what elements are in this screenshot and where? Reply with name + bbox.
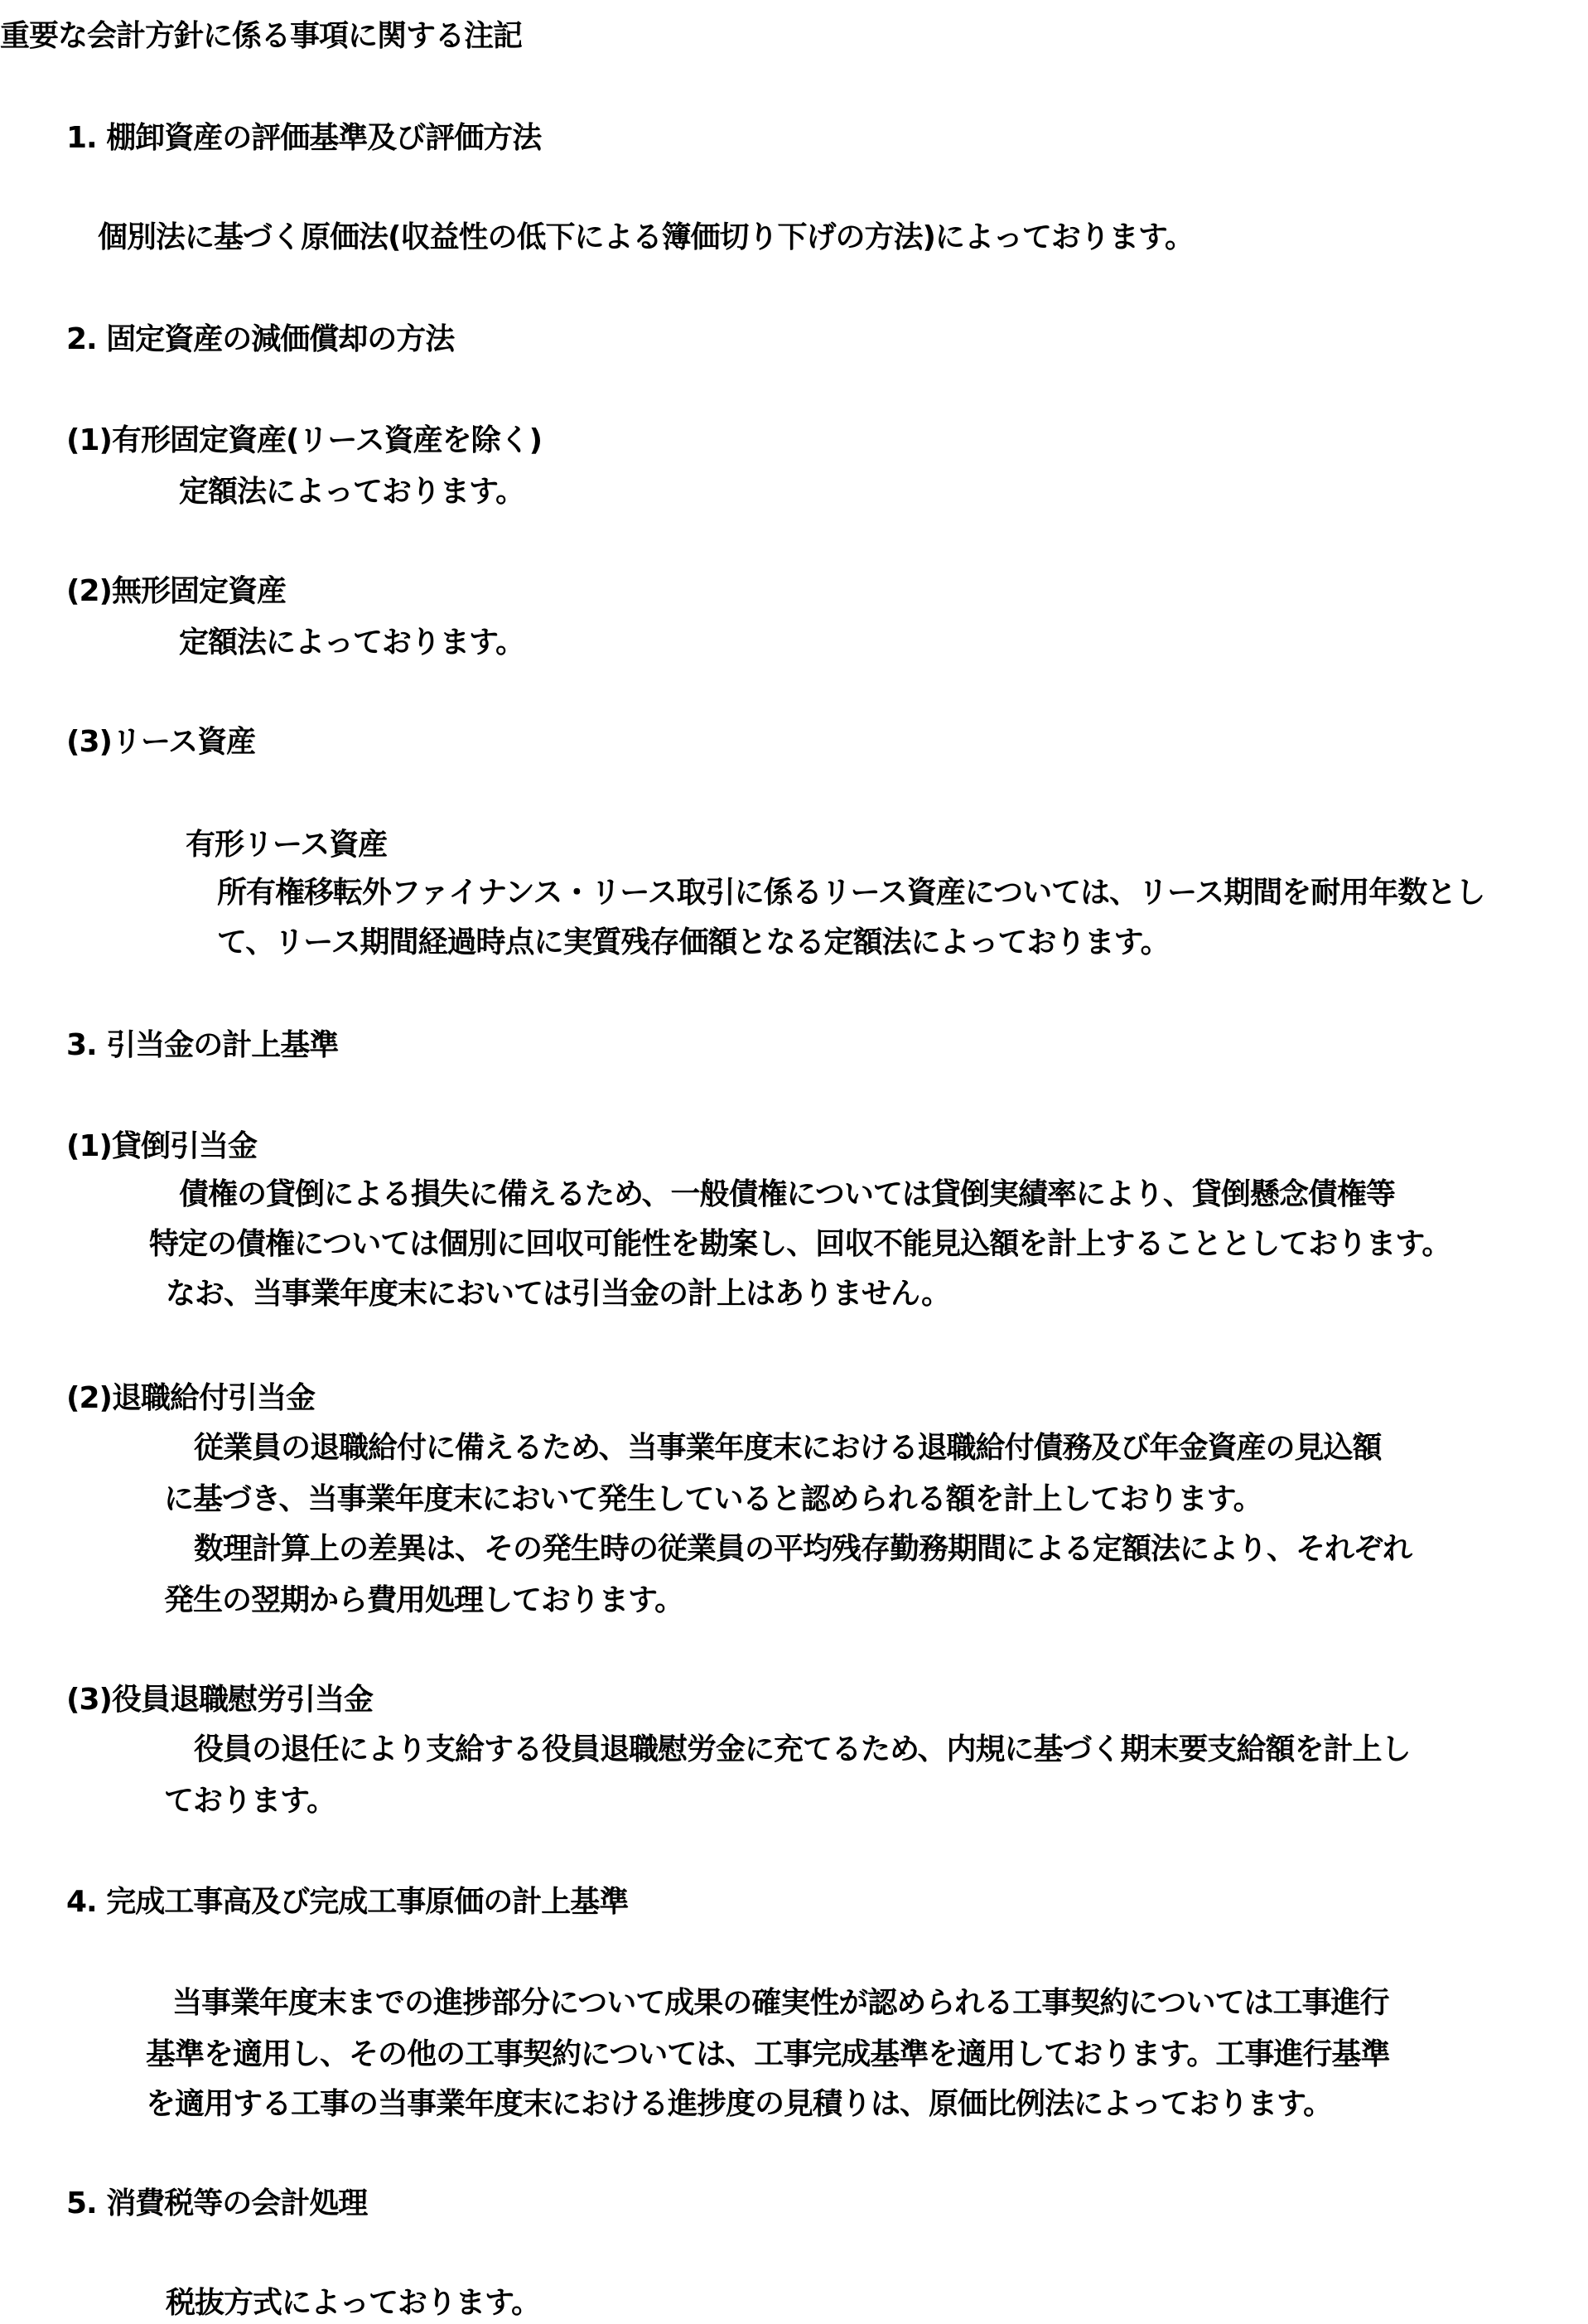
- section-3-item-2-heading: (2)退職給付引当金: [66, 1381, 315, 1415]
- section-2-item-2-body: 定額法によっております。: [179, 626, 525, 660]
- section-3-item-3-line-1: 役員の退任により支給する役員退職慰労金に充てるため、内規に基づく期末要支給額を計上し: [194, 1732, 1411, 1766]
- section-3-item-2-line-2: に基づき、当事業年度末において発生していると認められる額を計上しております。: [164, 1482, 1262, 1516]
- page-title: 重要な会計方針に係る事項に関する注記: [0, 19, 523, 53]
- section-4-line-1: 当事業年度末までの進捗部分について成果の確実性が認められる工事契約については工事進行: [172, 1986, 1389, 2020]
- section-2-item-1-heading: (1)有形固定資産(リース資産を除く): [66, 423, 543, 457]
- section-5-heading: 5. 消費税等の会計処理: [66, 2186, 368, 2220]
- section-2-heading: 2. 固定資産の減価償却の方法: [66, 322, 455, 356]
- section-3-item-1-line-1: 債権の貸倒による損失に備えるため、一般債権については貸倒実績率により、貸倒懸念債権等: [179, 1177, 1395, 1211]
- section-2-item-1-body: 定額法によっております。: [179, 475, 525, 509]
- section-5-body: 税抜方式によっております。: [166, 2286, 541, 2320]
- section-3-item-3-heading: (3)役員退職慰労引当金: [66, 1683, 373, 1717]
- section-3-item-2-line-4: 発生の翌期から費用処理しております。: [164, 1583, 684, 1617]
- section-4-line-2: 基準を適用し、その他の工事契約については、工事完成基準を適用しております。工事進行基準: [146, 2037, 1390, 2071]
- section-3-item-2-line-1: 従業員の退職給付に備えるため、当事業年度末における退職給付債務及び年金資産の見込額: [194, 1431, 1382, 1465]
- section-2-item-3-subheading: 有形リース資産: [186, 828, 388, 862]
- section-3-item-1-heading: (1)貸倒引当金: [66, 1129, 257, 1163]
- section-4-line-3: を適用する工事の当事業年度末における進捗度の見積りは、原価比例法によっております。: [146, 2087, 1333, 2121]
- section-2-item-3-line-2: て、リース期間経過時点に実質残存価額となる定額法によっております。: [217, 925, 1170, 959]
- section-2-item-2-heading: (2)無形固定資産: [66, 574, 286, 608]
- section-3-heading: 3. 引当金の計上基準: [66, 1028, 339, 1062]
- section-4-heading: 4. 完成工事高及び完成工事原価の計上基準: [66, 1885, 629, 1919]
- section-3-item-1-line-2: 特定の債権については個別に回収可能性を勘案し、回収不能見込額を計上することとしております。: [149, 1227, 1451, 1261]
- section-2-item-3-heading: (3)リース資産: [66, 725, 256, 759]
- section-1-heading: 1. 棚卸資産の評価基準及び評価方法: [66, 121, 542, 155]
- section-1-body: 個別法に基づく原価法(収益性の低下による簿価切り下げの方法)によっております。: [98, 220, 1195, 254]
- section-3-item-1-line-3: なお、当事業年度末においては引当金の計上はありません。: [166, 1277, 951, 1311]
- section-3-item-3-line-2: ております。: [164, 1784, 336, 1818]
- section-3-item-2-line-3: 数理計算上の差異は、その発生時の従業員の平均残存勤務期間による定額法により、それぞれ: [194, 1532, 1412, 1566]
- section-2-item-3-line-1: 所有権移転外ファイナンス・リース取引に係るリース資産については、リース期間を耐用年数とし: [217, 876, 1485, 910]
